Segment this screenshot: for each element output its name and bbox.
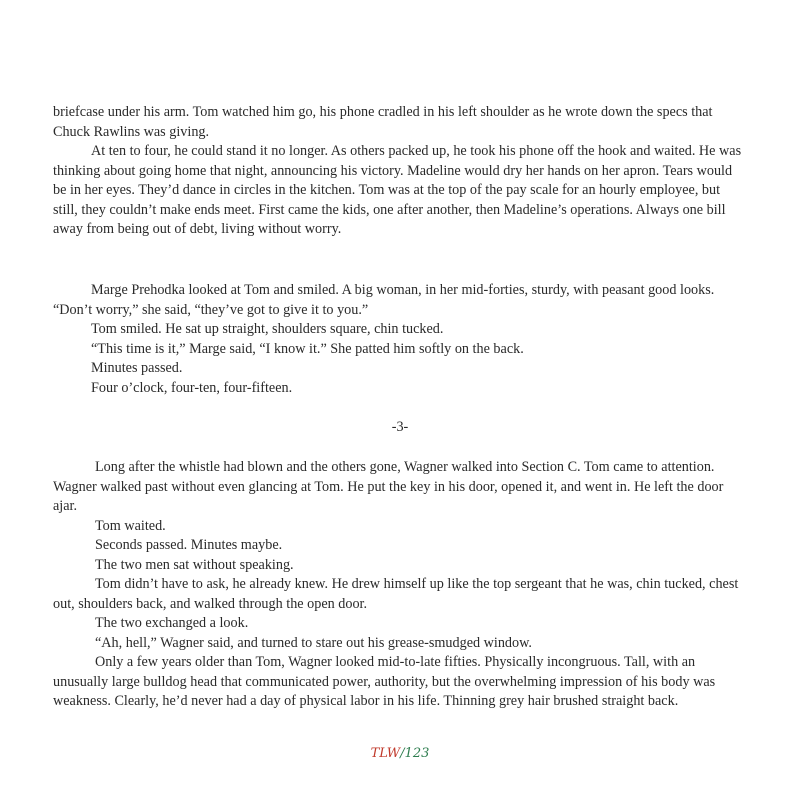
paragraph: Minutes passed. [91,360,183,376]
paragraph: Seconds passed. Minutes maybe. [95,537,283,553]
footer-separator: / [400,746,405,761]
text-block-3 [53,458,743,712]
paragraph: Tom waited. [95,517,166,534]
text-block-1 [53,103,743,240]
page-footer [0,744,800,764]
text-block-2 [53,281,743,398]
footer-initials: TLW [370,746,401,761]
paragraph: Marge Prehodka looked at Tom and smiled. A big woman, in her mid-forties, sturdy, with peasant good looks. “Don’t worry,” she said, “they’ve got to give it to you.” [53,282,715,318]
paragraph: “Ah, hell,” Wagner said, and turned to stare out his grease-smudged window. [95,634,532,651]
paragraph: Only a few years older than Tom, Wagner looked mid-to-late fifties. Physically incongruous. Tall, with an unusually large bulldog head that communicated power, authority, but the overwhelming impression of his body was weakness. Clearly, he’d never had a day of physical labor in his life. Thinning grey hair brushed straight back. [53,654,716,709]
page-number: 123 [404,746,430,761]
paragraph: The two exchanged a look. [95,615,249,631]
paragraph: Long after the whistle had blown and the others gone, Wagner walked into Section C. Tom came to attention. Wagner walked past without even glancing at Tom. He put the key in his door, opened it, and went in. He left the door ajar. [53,459,724,514]
paragraph: Tom didn’t have to ask, he already knew. He drew himself up like the top sergeant that he was, chin tucked, chest out, shoulders back, and walked through the open door. [53,576,739,612]
paragraph: Four o’clock, four-ten, four-fifteen. [91,379,293,396]
paragraph: briefcase under his arm. Tom watched him go, his phone cradled in his left shoulder as he wrote down the specs that Chuck Rawlins was giving. [53,104,713,140]
section-marker: -3- [391,419,409,435]
paragraph: At ten to four, he could stand it no longer. As others packed up, he took his phone off the hook and waited. He was thinking about going home that night, announcing his victory. Madeline would dry her hands on her apron. Tears would be in her eyes. They’d dance in circles in the kitchen. Tom was at the top of the pay scale for an hourly employee, but still, they couldn’t make ends meet. First came the kids, one after another, then Madeline’s operations. Always one bill away from being out of debt, living without worry. [53,143,742,237]
paragraph: “This time is it,” Marge said, “I know it.” She patted him softly on the back. [91,340,524,357]
paragraph: The two men sat without speaking. [95,556,294,573]
paragraph: Tom smiled. He sat up straight, shoulders square, chin tucked. [91,321,444,337]
